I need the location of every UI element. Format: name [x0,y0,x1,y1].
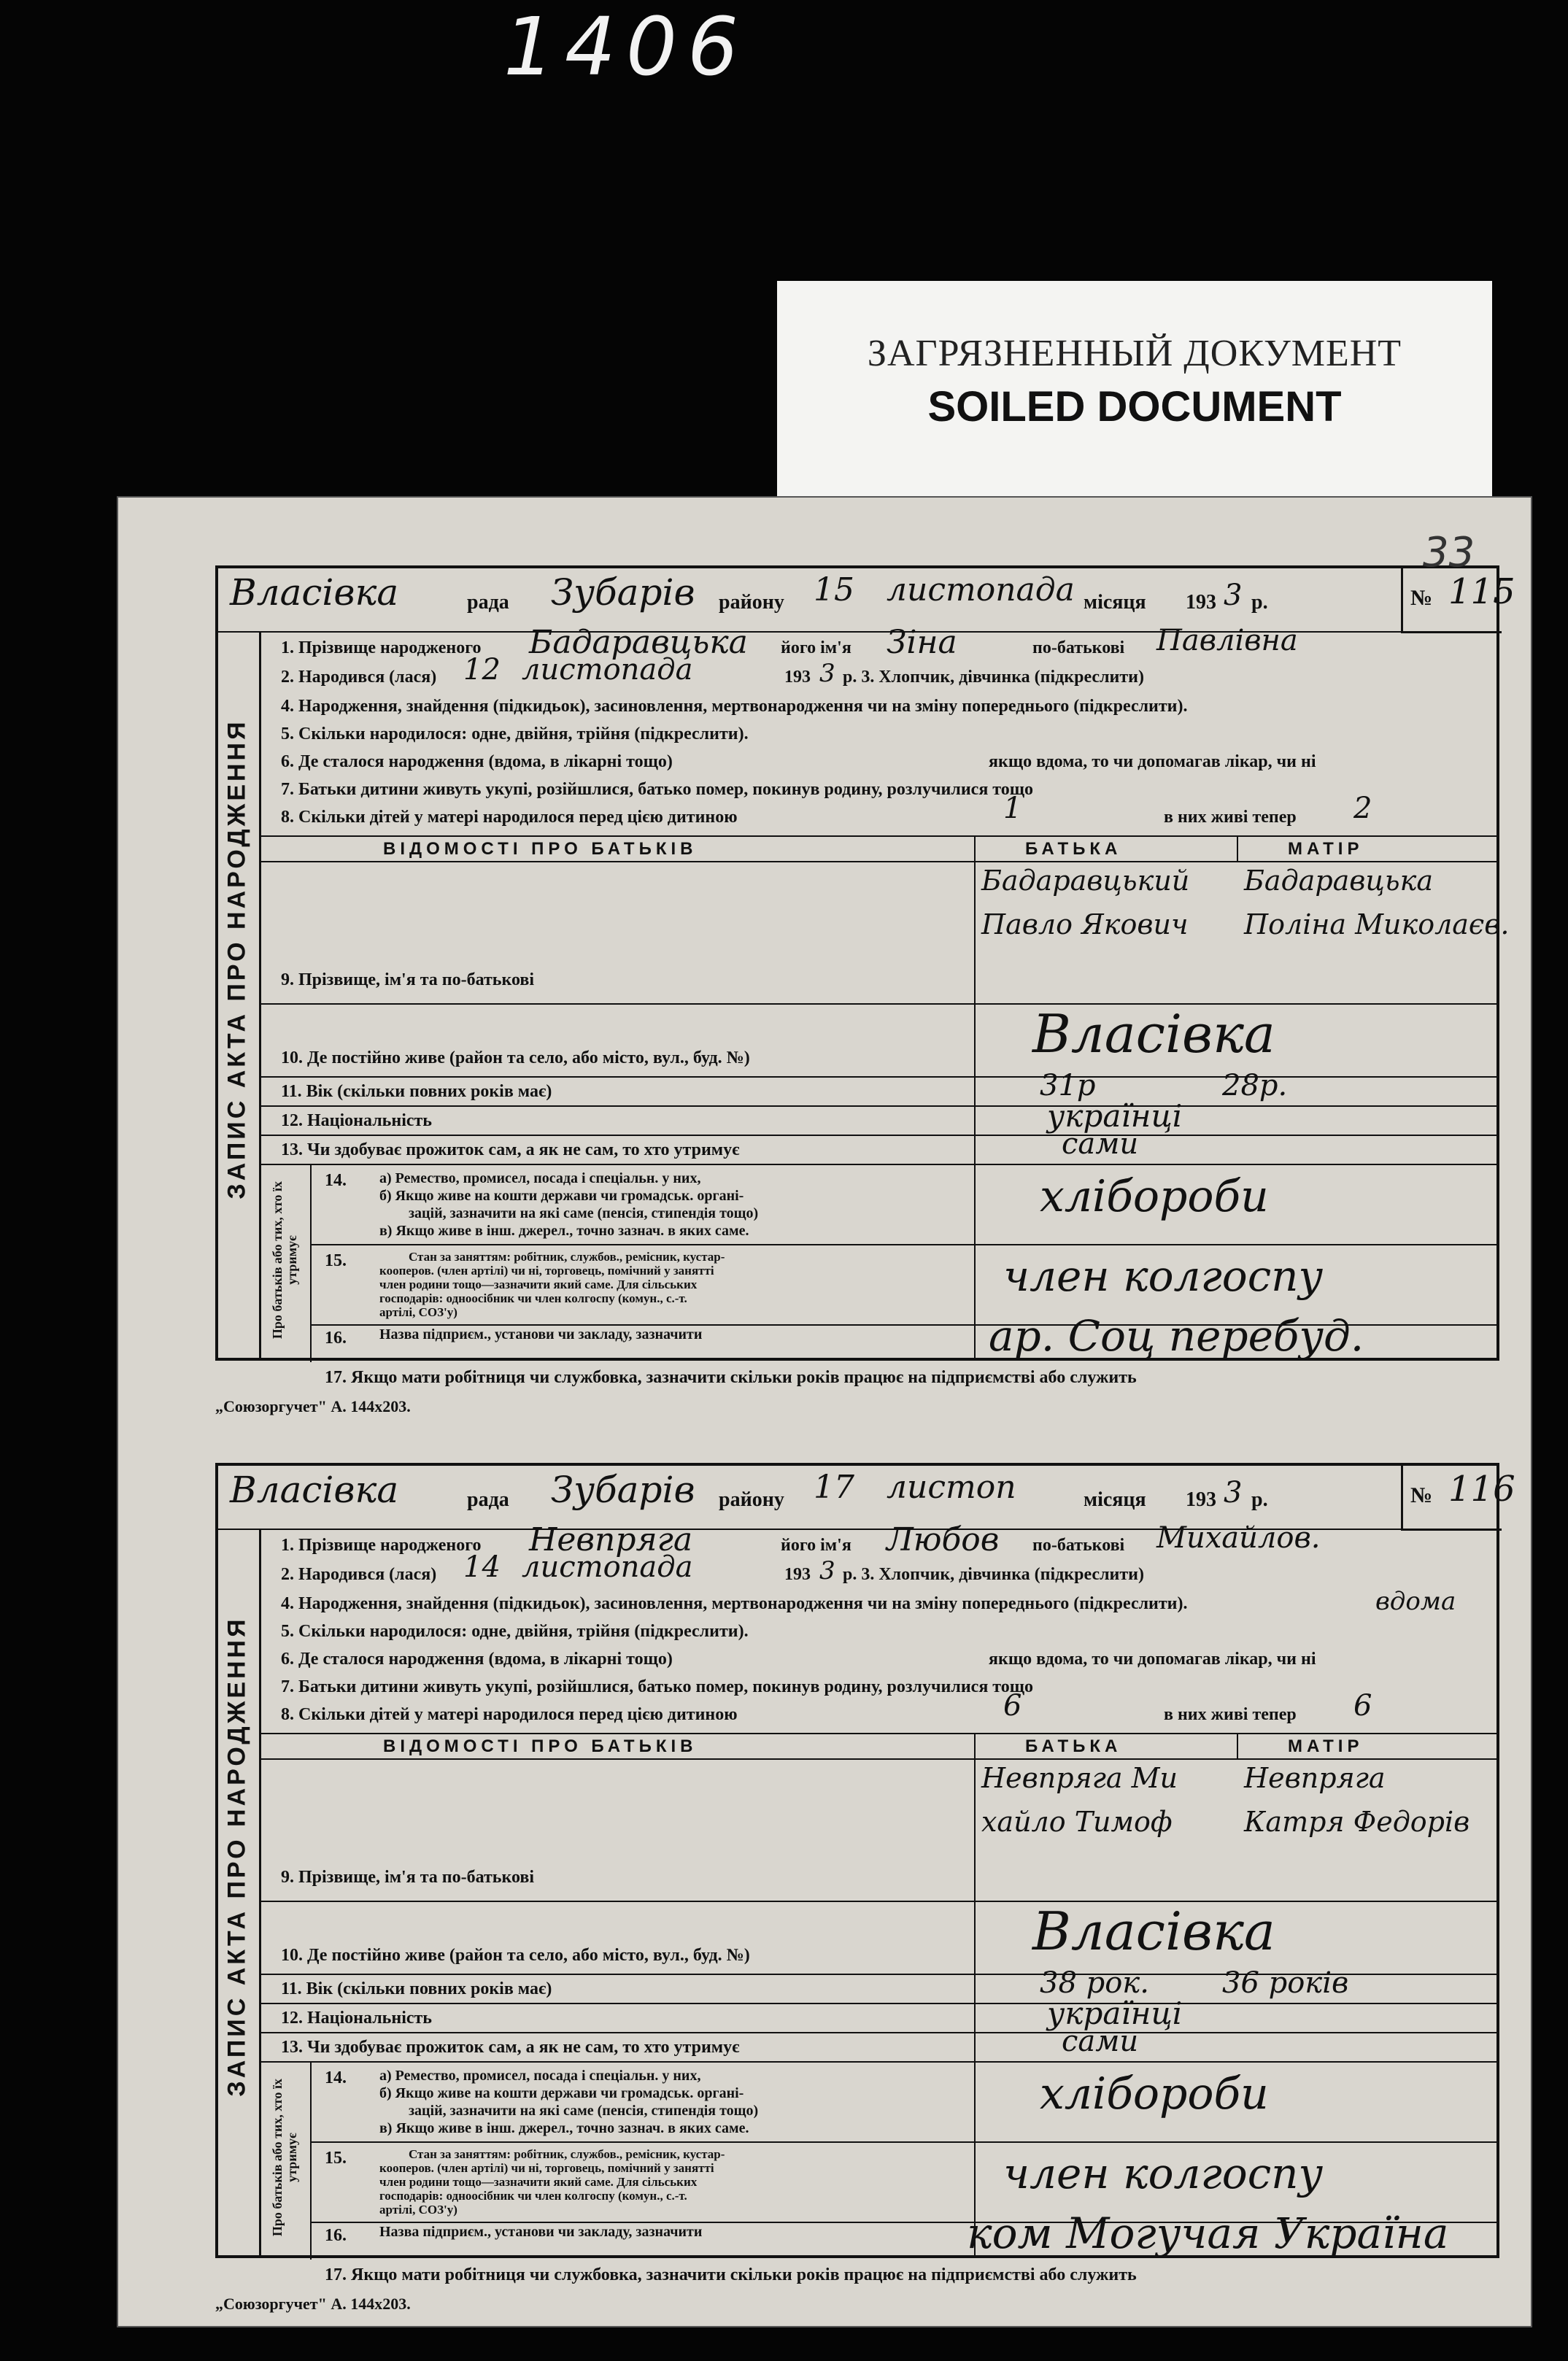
side-title-box [215,631,261,1358]
father-name-2: Павло Якович [981,908,1189,940]
form-footer: „Союзоргучет" А. 144х203. [215,1397,411,1415]
record-day: 17 [814,1469,854,1506]
sub-side-title: Про батьків або тих, хто їх утримує [270,1180,299,1340]
q10-label: 10. Де постійно живе (район та село, або місто, вул., буд. №) [281,1946,750,1965]
rule [259,835,1499,837]
father-name-2: хайло Тимоф [981,1806,1173,1838]
q16-a: Назва підприєм., установи чи закладу, зазначити [379,1326,703,1342]
register-sheet [117,496,1532,2327]
birth-year-digit: 3 [819,1556,835,1585]
mother-header: МАТІР [1288,839,1364,859]
q15-number: 15. [325,2149,347,2168]
q4-label: 4. Народження, знайдення (підкидьок), засиновлення, мертвонародження чи на зміну попереднього (підкреслити). [281,697,1188,716]
rada-label: рада [467,1488,509,1511]
side-title: ЗАПИС АКТА ПРО НАРОДЖЕННЯ [223,1616,251,2097]
rayon-name: Зубарів [551,1469,695,1511]
father-age: 31р [1040,1069,1096,1102]
q15-number: 15. [325,1251,347,1270]
children-alive: 2 [1353,792,1372,825]
record-number-box [1401,1463,1515,1531]
q9-label: 9. Прізвище, ім'я та по-батькові [281,1868,535,1887]
q11-label: 11. Вік (скільки повних років має) [281,1082,552,1101]
rayon-name: Зубарів [551,571,695,614]
number-sign: № [1410,1483,1433,1507]
rule [259,1105,1499,1107]
q8-label-b: в них живі тепер [1164,808,1297,827]
year-digit: 3 [1224,579,1243,612]
q14-b: б) Якщо живе на кошти держави чи громадськ. органі- [379,1188,744,1204]
q8-label: 8. Скільки дітей у матері народилося перед цією дитиною [281,1705,738,1724]
rule [974,1733,976,2258]
q14-c: в) Якщо живе в інш. джерел., точно зазнач. в яких саме. [379,2120,749,2136]
q6-label-b: якщо вдома, то чи допомагав лікар, чи ні [989,1650,1316,1669]
q14-number: 14. [325,2068,347,2087]
q1-label-a: 1. Прізвище народженого [281,638,482,657]
rule [259,861,1499,862]
father-header: БАТЬКА [1025,839,1122,859]
father-header: БАТЬКА [1025,1736,1122,1756]
birth-year-printed: 193 [784,1565,811,1584]
mother-name-1: Невпряга [1244,1762,1386,1794]
birth-year-printed: 193 [784,668,811,687]
rayon-label: району [719,1488,784,1511]
birth-day: 12 [463,653,501,687]
child-surname: Бадаравцька [529,624,748,661]
q1-label-c: по-батькові [1032,1536,1125,1555]
birth-place: вдома [1375,1587,1456,1616]
record-day: 15 [814,571,854,608]
rada-name: Власівка [230,571,399,614]
record-month: листоп [887,1469,1016,1506]
stamp-text-en: SOILED DOCUMENT [927,383,1342,430]
q13-label: 13. Чи здобуває прожиток сам, а як не сам, то хто утримує [281,2038,740,2057]
q14-a: а) Ремество, промисел, посада і спеціальн. у них, [379,1170,701,1186]
q1-label-c: по-батькові [1032,638,1125,657]
q14-b: б) Якщо живе на кошти держави чи громадськ. органі- [379,2085,744,2101]
enterprise: ком Могучая Україна [967,2209,1449,2258]
residence: Власівка [1032,1901,1275,1962]
year-printed: 193 [1186,591,1216,614]
father-name-1: Невпряга Ми [981,1762,1178,1794]
q9-label: 9. Прізвище, ім'я та по-батькові [281,970,535,989]
father-age: 38 рок. [1040,1966,1149,2000]
rule [974,835,976,1361]
q4-label: 4. Народження, знайдення (підкидьок), засиновлення, мертвонародження чи на зміну попереднього (підкреслити). [281,1594,1188,1613]
q8-label: 8. Скільки дітей у матері народилося перед цією дитиною [281,808,738,827]
q15-e: артілі, СОЗ'у) [379,1305,457,1319]
rule [310,2061,1499,2063]
stamp-text-ru: ЗАГРЯЗНЕННЫЙ ДОКУМЕНТ [867,333,1402,374]
rule [259,2032,1499,2033]
parents-header: ВІДОМОСТІ ПРО БАТЬКІВ [383,1736,698,1756]
residence: Власівка [1032,1003,1275,1064]
year-r: р. [1251,1488,1268,1511]
mother-name-2: Поліна Миколаєв. [1244,908,1510,940]
q2-label-b: р. 3. Хлопчик, дівчинка (підкреслити) [843,668,1144,687]
q15-a: Стан за заняттям: робітник, службов., ремісник, кустар- [409,2147,725,2161]
rule [310,1244,1499,1245]
q1-label-b: його ім'я [781,638,851,657]
q15-b: кооперов. (член артілі) чи ні, торговець, помічний у занятті [379,1264,714,1278]
record-number: 115 [1448,571,1515,612]
number-sign: № [1410,586,1433,610]
q1-label-a: 1. Прізвище народженого [281,1536,482,1555]
q12-label: 12. Національність [281,1111,432,1130]
mother-age: 28р. [1222,1069,1288,1102]
side-title-box [215,1529,261,2255]
sub-side-box [259,2061,312,2260]
occupation: хлібороби [1040,1171,1269,1222]
father-name-1: Бадаравцький [981,865,1190,897]
q7-label: 7. Батьки дитини живуть укупі, розійшлися, батько помер, покинув родину, розлучилися тощо [281,780,1034,799]
q5-label: 5. Скільки народилося: одне, двійня, трійня (підкреслити). [281,1622,749,1641]
month-label: місяця [1084,591,1146,614]
q15-b: кооперов. (член артілі) чи ні, торговець, помічний у занятті [379,2161,714,2175]
year-r: р. [1251,591,1268,614]
children-alive: 6 [1353,1689,1372,1723]
q16-number: 16. [325,1329,347,1348]
rule [259,1076,1499,1078]
rule [259,1758,1499,1760]
rule [259,2003,1499,2004]
q14-c: в) Якщо живе в інш. джерел., точно зазнач. в яких саме. [379,1223,749,1239]
q15-e: артілі, СОЗ'у) [379,2203,457,2217]
status: член колгоспу [1003,1251,1324,1301]
q15-d: господарів: одноосібник чи член колгоспу (комун., с.-т. [379,2189,687,2203]
rule [310,2141,1499,2143]
q15-c: член родини тощо—зазначити який саме. Для сільських [379,2175,698,2189]
enterprise: ар. Соц перебуд. [989,1311,1364,1361]
q10-label: 10. Де постійно живе (район та село, або місто, вул., буд. №) [281,1048,750,1067]
q16-a: Назва підприєм., установи чи закладу, зазначити [379,2224,703,2240]
mother-header: МАТІР [1288,1736,1364,1756]
rule [259,1901,1499,1902]
birth-month: листопада [522,1550,693,1584]
q13-label: 13. Чи здобуває прожиток сам, а як не сам, то хто утримує [281,1140,740,1159]
occupation: хлібороби [1040,2068,1269,2120]
rule [310,1164,1499,1165]
q12-label: 12. Національність [281,2009,432,2028]
q14-b2: зацій, зазначити на які саме (пенсія, стипендія тощо) [409,2103,759,2119]
side-title: ЗАПИС АКТА ПРО НАРОДЖЕННЯ [223,719,251,1199]
q2-label-a: 2. Народився (лася) [281,1565,437,1584]
birth-record-2 [215,1463,1529,2360]
q14-a: а) Ремество, промисел, посада і спеціальн. у них, [379,2068,701,2084]
q17-label: 17. Якщо мати робітниця чи службовка, зазначити скільки років працює на підприємстві або служить [325,1368,1137,1387]
archive-number: 1406 [503,0,749,93]
rule [259,1003,1499,1005]
rule [1237,1733,1238,1758]
q5-label: 5. Скільки народилося: одне, двійня, трійня (підкреслити). [281,724,749,743]
q7-label: 7. Батьки дитини живуть укупі, розійшлися, батько помер, покинув родину, розлучилися тощо [281,1677,1034,1696]
q6-label: 6. Де сталося народження (вдома, в лікарні тощо) [281,1650,673,1669]
rule [1237,835,1238,861]
children-before: 1 [1003,792,1022,825]
rule [259,1135,1499,1136]
child-surname: Невпряга [529,1521,693,1558]
form-footer: „Союзоргучет" А. 144х203. [215,2295,411,2313]
birth-month: листопада [522,653,693,687]
q2-label-b: р. 3. Хлопчик, дівчинка (підкреслити) [843,1565,1144,1584]
year-printed: 193 [1186,1488,1216,1511]
status: член колгоспу [1003,2149,1324,2198]
sub-side-title: Про батьків або тих, хто їх утримує [270,2078,299,2237]
livelihood: сами [1062,1127,1139,1161]
mother-name-2: Катря Федорів [1244,1806,1470,1838]
record-number: 116 [1448,1469,1515,1510]
child-patronymic: Михайлов. [1156,1521,1321,1555]
rada-name: Власівка [230,1469,399,1511]
mother-name-1: Бадаравцька [1244,865,1433,897]
year-digit: 3 [1224,1476,1243,1510]
birth-record-1 [215,565,1529,1463]
children-before: 6 [1003,1689,1022,1723]
child-name: Зіна [887,624,957,661]
record-month: листопада [887,571,1075,608]
q1-label-b: його ім'я [781,1536,851,1555]
sub-side-box [259,1164,312,1362]
livelihood: сами [1062,2025,1139,2058]
child-patronymic: Павлівна [1156,624,1298,657]
q17-label: 17. Якщо мати робітниця чи службовка, зазначити скільки років працює на підприємстві або служить [325,2265,1137,2284]
soiled-document-label [777,281,1492,514]
rada-label: рада [467,591,509,614]
nationality: українці [1047,1995,1183,2031]
rayon-label: району [719,591,784,614]
birth-day: 14 [463,1550,501,1584]
q14-number: 14. [325,1171,347,1190]
q15-d: господарів: одноосібник чи член колгоспу (комун., с.-т. [379,1291,687,1305]
month-label: місяця [1084,1488,1146,1511]
q2-label-a: 2. Народився (лася) [281,668,437,687]
q15-a: Стан за заняттям: робітник, службов., ремісник, кустар- [409,1250,725,1264]
sheet-number: 33 [1423,529,1475,576]
rule [259,1733,1499,1734]
parents-header: ВІДОМОСТІ ПРО БАТЬКІВ [383,839,698,859]
q8-label-b: в них живі тепер [1164,1705,1297,1724]
q15-c: член родини тощо—зазначити який саме. Для сільських [379,1278,698,1291]
q11-label: 11. Вік (скільки повних років має) [281,1979,552,1998]
mother-age: 36 років [1222,1966,1349,2000]
q16-number: 16. [325,2226,347,2245]
q6-label-b: якщо вдома, то чи допомагав лікар, чи ні [989,752,1316,771]
q14-b2: зацій, зазначити на які саме (пенсія, стипендія тощо) [409,1205,759,1221]
birth-year-digit: 3 [819,659,835,688]
q6-label: 6. Де сталося народження (вдома, в лікарні тощо) [281,752,673,771]
nationality: українці [1047,1098,1183,1134]
child-name: Любов [887,1521,1000,1558]
